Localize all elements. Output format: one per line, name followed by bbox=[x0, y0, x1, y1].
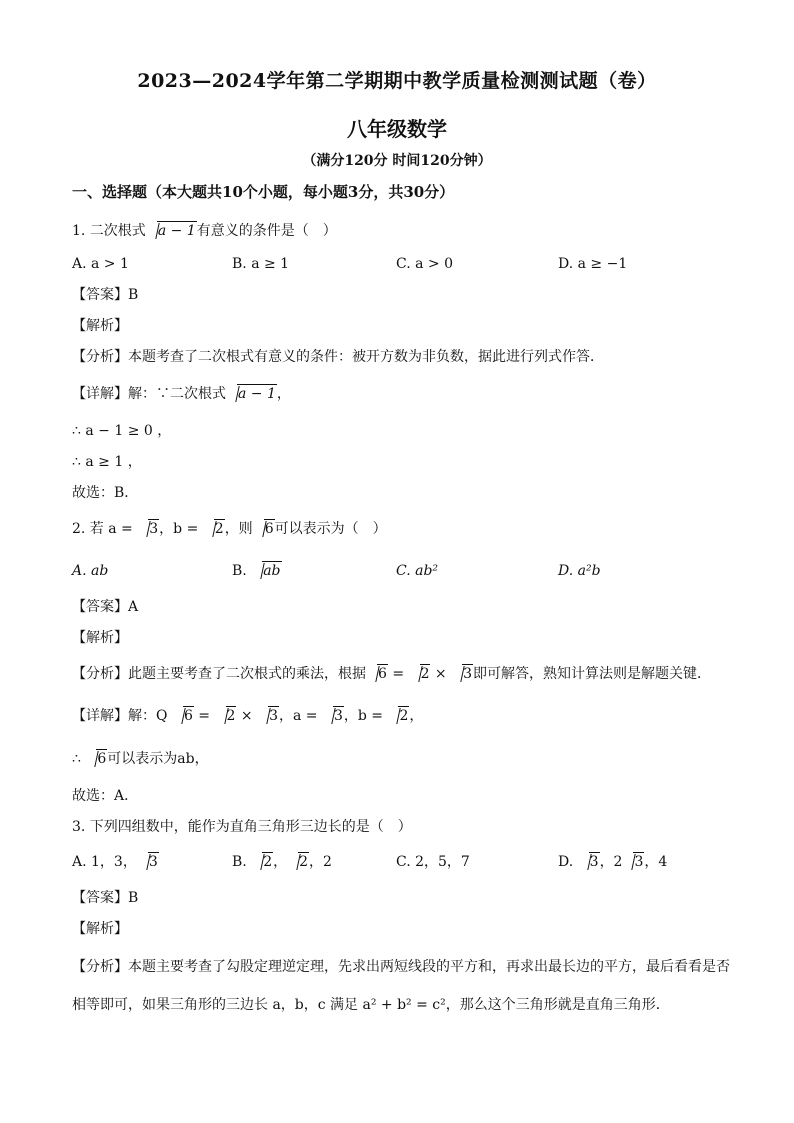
q2-stem bbox=[72, 519, 734, 539]
q1-fenxi bbox=[72, 347, 734, 367]
q2-stem-b: ，b = bbox=[159, 521, 203, 537]
sqrt-symbol bbox=[580, 852, 600, 872]
q3-optd-post: ，4 bbox=[644, 854, 668, 870]
q2-detail-ra: 3 bbox=[333, 708, 343, 724]
q1-options bbox=[72, 254, 732, 274]
q2-detail-eq: = bbox=[193, 708, 215, 724]
q2-option-a: A. ab bbox=[72, 563, 109, 579]
q3-answer bbox=[72, 888, 734, 908]
q3-optd-r2: 3 bbox=[634, 854, 644, 870]
q3-optd-mid: ，2 bbox=[599, 854, 623, 870]
sqrt-symbol bbox=[228, 384, 277, 404]
q2-optb-radicand: ab bbox=[263, 563, 281, 579]
sqrt-symbol bbox=[453, 664, 473, 684]
fenxi-label: 【分析】 bbox=[72, 666, 128, 682]
q2-fenxi-times: × bbox=[430, 666, 452, 682]
q2-stem-a: 2. 若 a = bbox=[72, 521, 138, 537]
sqrt-symbol bbox=[205, 519, 225, 539]
q2-option-c: C. ab² bbox=[396, 563, 439, 579]
sqrt-symbol bbox=[139, 519, 159, 539]
q2-options bbox=[72, 561, 732, 581]
sqrt-symbol bbox=[139, 852, 159, 872]
exam-meta: （满分120分 时间120分钟） bbox=[302, 153, 492, 169]
q2-option-d: D. a²b bbox=[558, 563, 601, 579]
q3-stem: 3. 下列四组数中，能作为直角三角形三边长的是（ ） bbox=[72, 819, 412, 835]
q2-conclusion bbox=[72, 749, 734, 769]
q3-opta-radicand: 3 bbox=[148, 854, 158, 870]
q2-analysis-label: 【解析】 bbox=[72, 630, 128, 646]
q1-stem bbox=[72, 221, 734, 241]
q2-detail-rb: 2 bbox=[399, 708, 409, 724]
q2-fenxi-post: 即可解答，熟知计算法则是解题关键． bbox=[473, 666, 712, 682]
q3-optd-r1: 3 bbox=[589, 854, 599, 870]
q2-detail-r6: 6 bbox=[183, 708, 193, 724]
q2-concl-post: 可以表示为ab， bbox=[107, 751, 209, 767]
q1-option-c: C. a > 0 bbox=[396, 256, 453, 272]
exam-subtitle: 八年级数学 bbox=[347, 117, 447, 141]
q3-option-d bbox=[558, 852, 667, 872]
sqrt-symbol bbox=[217, 706, 237, 726]
exam-title: 2023—2024学年第二学期期中教学质量检测测试题（卷） bbox=[137, 70, 657, 92]
q3-option-b bbox=[232, 852, 332, 872]
section-heading: 一、选择题（本大题共10个小题，每小题3分，共30分） bbox=[72, 183, 455, 201]
q3-answer-value: B bbox=[128, 890, 139, 906]
q2-concl-r6: 6 bbox=[97, 751, 107, 767]
sqrt-symbol bbox=[253, 852, 273, 872]
q1-step2: ∴ a ≥ 1 ， bbox=[72, 454, 142, 470]
q1-detail bbox=[72, 384, 734, 404]
q2-stem-c: ，则 bbox=[224, 521, 253, 537]
q1-detail-radicand: a − 1 bbox=[238, 386, 276, 402]
q3-option-c: C. 2，5，7 bbox=[396, 854, 470, 870]
q2-choose: 故选：A． bbox=[72, 788, 139, 804]
answer-label: 【答案】 bbox=[72, 287, 128, 303]
q2-option-b bbox=[232, 561, 282, 581]
q3-optb-pre: B. bbox=[232, 854, 252, 870]
q2-detail-r3: 3 bbox=[269, 708, 278, 724]
q3-optd-pre: D. bbox=[558, 854, 578, 870]
q3-optb-mid: ， bbox=[273, 854, 288, 870]
q2-fenxi-eq: = bbox=[387, 666, 409, 682]
q3-fenxi-text: 本题主要考查了勾股定理逆定理，先求出两短线段的平方和，再求出最长边的平方，最后看看是否相等即可，如果三角形的三边长 a，b，c 满足 a² + b² = c²，那么这个三角形就是直角三角形． bbox=[72, 959, 730, 1013]
sqrt-symbol bbox=[259, 706, 279, 726]
q1-fenxi-text: 本题考查了二次根式有意义的条件：被开方数为非负数，据此进行列式作答． bbox=[128, 349, 604, 365]
sqrt-symbol bbox=[87, 749, 107, 769]
sqrt-symbol bbox=[289, 852, 309, 872]
sqrt-symbol bbox=[174, 706, 194, 726]
q3-options bbox=[72, 852, 732, 872]
q1-choose: 故选：B． bbox=[72, 485, 139, 501]
detail-label: 【详解】 bbox=[72, 386, 128, 402]
q2-detail-b: ，b = bbox=[343, 708, 388, 724]
q3-optb-r2: 2 bbox=[299, 854, 309, 870]
q3-analysis-label: 【解析】 bbox=[72, 921, 128, 937]
q1-stem-post: 有意义的条件是（ ） bbox=[196, 223, 337, 239]
q2-concl-pre: ∴ bbox=[72, 751, 86, 767]
q2-answer bbox=[72, 597, 734, 617]
q1-answer-value: B bbox=[128, 287, 139, 303]
sqrt-symbol bbox=[368, 664, 388, 684]
q2-fenxi-r2: 2 bbox=[420, 666, 430, 682]
q2-detail-r2: 2 bbox=[226, 708, 236, 724]
q3-opta-pre: A. 1，3， bbox=[72, 854, 137, 870]
q1-stem-radicand: a − 1 bbox=[157, 223, 196, 239]
detail-label: 【详解】 bbox=[72, 708, 128, 724]
sqrt-symbol bbox=[411, 664, 431, 684]
sqrt-symbol bbox=[253, 561, 281, 581]
q3-fenxi bbox=[72, 948, 734, 1024]
q1-answer bbox=[72, 285, 734, 305]
q1-option-d: D. a ≥ −1 bbox=[558, 256, 628, 272]
answer-label: 【答案】 bbox=[72, 890, 128, 906]
fenxi-label: 【分析】 bbox=[72, 349, 128, 365]
q1-step1: ∴ a − 1 ≥ 0 ， bbox=[72, 423, 172, 439]
sqrt-symbol bbox=[255, 519, 275, 539]
q2-answer-value: A bbox=[128, 599, 139, 615]
sqrt-symbol bbox=[389, 706, 409, 726]
q2-radicand-3: 3 bbox=[149, 521, 159, 537]
q2-stem-d: 可以表示为（ ） bbox=[274, 521, 387, 537]
q2-fenxi bbox=[72, 664, 734, 684]
q2-fenxi-r6: 6 bbox=[378, 666, 387, 682]
q2-fenxi-pre: 此题主要考查了二次根式的乘法，根据 bbox=[128, 666, 366, 682]
q2-radicand-2: 2 bbox=[214, 521, 224, 537]
q1-detail-pre: 解：∵二次根式 bbox=[128, 386, 226, 402]
sqrt-symbol bbox=[624, 852, 644, 872]
q1-option-b: B. a ≥ 1 bbox=[232, 256, 290, 272]
q2-fenxi-r3: 3 bbox=[463, 666, 473, 682]
q2-radicand-6: 6 bbox=[264, 521, 274, 537]
q3-option-a bbox=[72, 852, 159, 872]
fenxi-label: 【分析】 bbox=[72, 959, 128, 975]
q2-detail-times: × bbox=[236, 708, 258, 724]
sqrt-symbol bbox=[324, 706, 344, 726]
answer-label: 【答案】 bbox=[72, 599, 128, 615]
q3-optb-r1: 2 bbox=[263, 854, 273, 870]
q1-stem-pre: 1. 二次根式 bbox=[72, 223, 146, 239]
q2-detail bbox=[72, 706, 734, 726]
q1-analysis-label: 【解析】 bbox=[72, 318, 128, 334]
sqrt-symbol bbox=[148, 221, 197, 241]
q1-detail-post: ， bbox=[276, 386, 291, 402]
q2-optb-pre: B. bbox=[232, 563, 252, 579]
q2-detail-end: ， bbox=[409, 708, 424, 724]
q3-optb-post: ，2 bbox=[309, 854, 332, 870]
q2-detail-pre: 解：Q bbox=[128, 708, 172, 724]
q2-detail-a: ，a = bbox=[278, 708, 322, 724]
q1-option-a: A. a > 1 bbox=[72, 256, 129, 272]
